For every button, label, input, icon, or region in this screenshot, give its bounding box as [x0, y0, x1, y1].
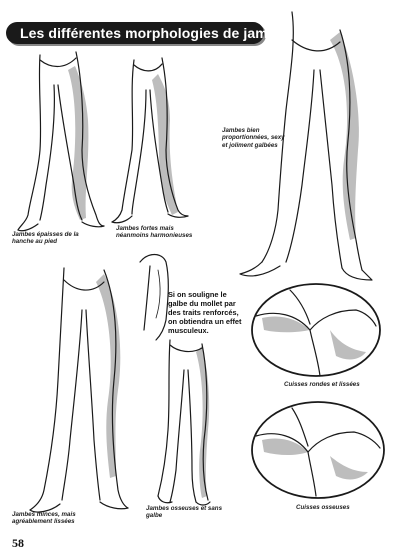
caption-muscle-effect: Si on souligne le galbe du mollet par des traits renforcés, on obtiendra un effet musculeux.	[168, 290, 242, 335]
figure-thick-legs	[18, 52, 104, 231]
caption-bony-thighs: Cuisses osseuses	[296, 504, 350, 511]
page-title: Les différentes morphologies de jambes	[20, 25, 293, 41]
caption-strong-legs: Jambes fortes mais néanmoins harmonieuses	[116, 225, 193, 240]
calf-detail-inset	[140, 255, 168, 341]
figure-slim-legs	[30, 268, 128, 512]
figure-bony-legs	[158, 340, 210, 505]
circle-round-thighs	[252, 284, 380, 376]
caption-thick-legs: Jambes épaisses de la hanche au pied	[12, 231, 79, 246]
caption-bony-legs: Jambes osseuses et sans galbe	[146, 505, 223, 520]
figure-strong-legs	[112, 58, 188, 223]
caption-round-thighs: Cuisses rondes et lissées	[284, 381, 360, 388]
caption-sexy-legs: Jambes bien proportionnées, sexy et joliment galbées	[222, 127, 285, 149]
circle-bony-thighs	[252, 402, 384, 498]
caption-slim-legs: Jambes minces, mais agréablement lissées	[12, 511, 76, 526]
page-number: 58	[12, 536, 24, 550]
